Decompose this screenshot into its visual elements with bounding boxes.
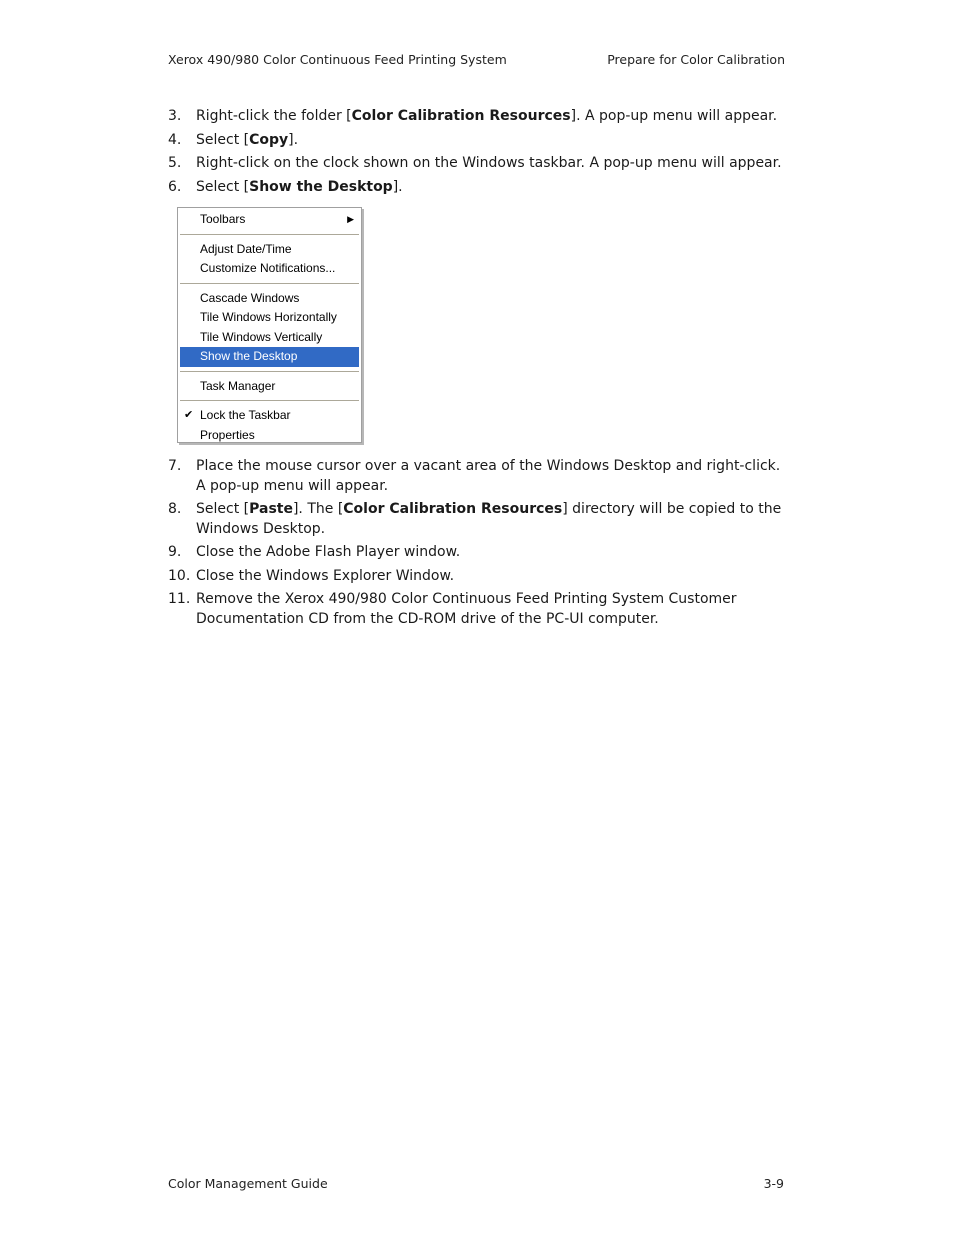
footer-page-number: 3-9 [763, 1176, 784, 1191]
menu-item-task-manager[interactable] [180, 377, 359, 397]
step-number: 8. [168, 501, 182, 517]
menu-item-properties[interactable] [180, 426, 359, 446]
taskbar-context-menu [177, 207, 362, 443]
menu-item-label: Tile Windows Horizontally [200, 310, 337, 324]
menu-item-customize-notifications[interactable] [180, 259, 359, 279]
step-text: ] directory will be copied to the Windows Desktop. [196, 501, 782, 537]
menu-item-label: Lock the Taskbar [200, 408, 291, 422]
footer-guide-title: Color Management Guide [168, 1176, 328, 1191]
step-text: Close the Windows Explorer Window. [196, 567, 455, 584]
menu-separator [180, 400, 359, 402]
step-bold-term: Paste [249, 501, 293, 517]
step-9 [168, 543, 783, 563]
step-5 [168, 154, 783, 174]
menu-item-tile-horizontally[interactable] [180, 308, 359, 328]
step-6 [168, 178, 783, 198]
step-4 [168, 131, 783, 151]
menu-item-cascade-windows[interactable] [180, 289, 359, 309]
menu-item-label: Adjust Date/Time [200, 241, 292, 256]
menu-separator [180, 371, 359, 373]
step-number: 9. [168, 544, 182, 560]
step-text: Close the Adobe Flash Player window. [196, 544, 461, 560]
step-text: Remove the Xerox 490/980 Color Continuous Feed Printing System Customer Documentation CD from the CD-ROM drive of the PC-UI computer. [196, 591, 737, 627]
submenu-arrow-icon: ▶ [347, 214, 354, 224]
running-header-title: Xerox 490/980 Color Continuous Feed Printing System [168, 52, 507, 67]
step-3 [168, 107, 783, 127]
menu-separator [180, 234, 359, 236]
menu-item-label: Properties [200, 427, 255, 442]
step-text: Right-click the folder [ [196, 108, 352, 124]
step-text: ]. [288, 131, 299, 148]
step-number: 7. [168, 458, 182, 474]
menu-item-tile-vertically[interactable] [180, 328, 359, 348]
menu-item-label: Show the Desktop [200, 349, 298, 363]
step-bold-term: Copy [249, 131, 289, 148]
step-bold-term: Color Calibration Resources [351, 108, 571, 124]
step-text: Select [ [196, 501, 250, 517]
menu-item-lock-taskbar[interactable] [180, 406, 359, 426]
menu-item-label: Customize Notifications... [200, 261, 336, 275]
running-header-section: Prepare for Color Calibration [607, 52, 785, 67]
step-text: ]. A pop-up menu will appear. [570, 108, 778, 124]
menu-item-toolbars[interactable] [180, 210, 359, 230]
step-number: 3. [168, 108, 182, 124]
step-text: Select [ [196, 178, 250, 195]
step-11 [168, 590, 783, 629]
steps-list-after-menu [168, 457, 783, 633]
step-number: 5. [168, 155, 182, 171]
menu-item-label: Tile Windows Vertically [200, 329, 323, 344]
menu-item-adjust-date-time[interactable] [180, 240, 359, 260]
step-number: 6. [168, 178, 182, 195]
menu-item-label: Cascade Windows [200, 290, 300, 305]
step-text: ]. [392, 178, 403, 195]
step-number: 10. [168, 567, 191, 584]
checkmark-icon: ✔ [184, 409, 194, 421]
step-text: Select [ [196, 131, 250, 148]
step-10 [168, 567, 783, 587]
step-7 [168, 457, 783, 496]
step-bold-term: Show the Desktop [249, 178, 393, 195]
step-8 [168, 500, 783, 539]
steps-list-before-menu [168, 107, 783, 201]
step-text: ]. The [ [292, 501, 344, 517]
step-text: Right-click on the clock shown on the Windows taskbar. A pop-up menu will appear. [196, 155, 782, 171]
menu-item-show-desktop[interactable] [180, 347, 359, 367]
step-text: Place the mouse cursor over a vacant area of the Windows Desktop and right-click. A pop-up menu will appear. [196, 458, 781, 494]
menu-item-label: Toolbars [200, 212, 246, 226]
step-bold-term: Color Calibration Resources [343, 501, 563, 517]
menu-separator [180, 283, 359, 285]
step-number: 11. [168, 591, 191, 607]
step-number: 4. [168, 131, 182, 148]
menu-item-label: Task Manager [200, 378, 276, 393]
